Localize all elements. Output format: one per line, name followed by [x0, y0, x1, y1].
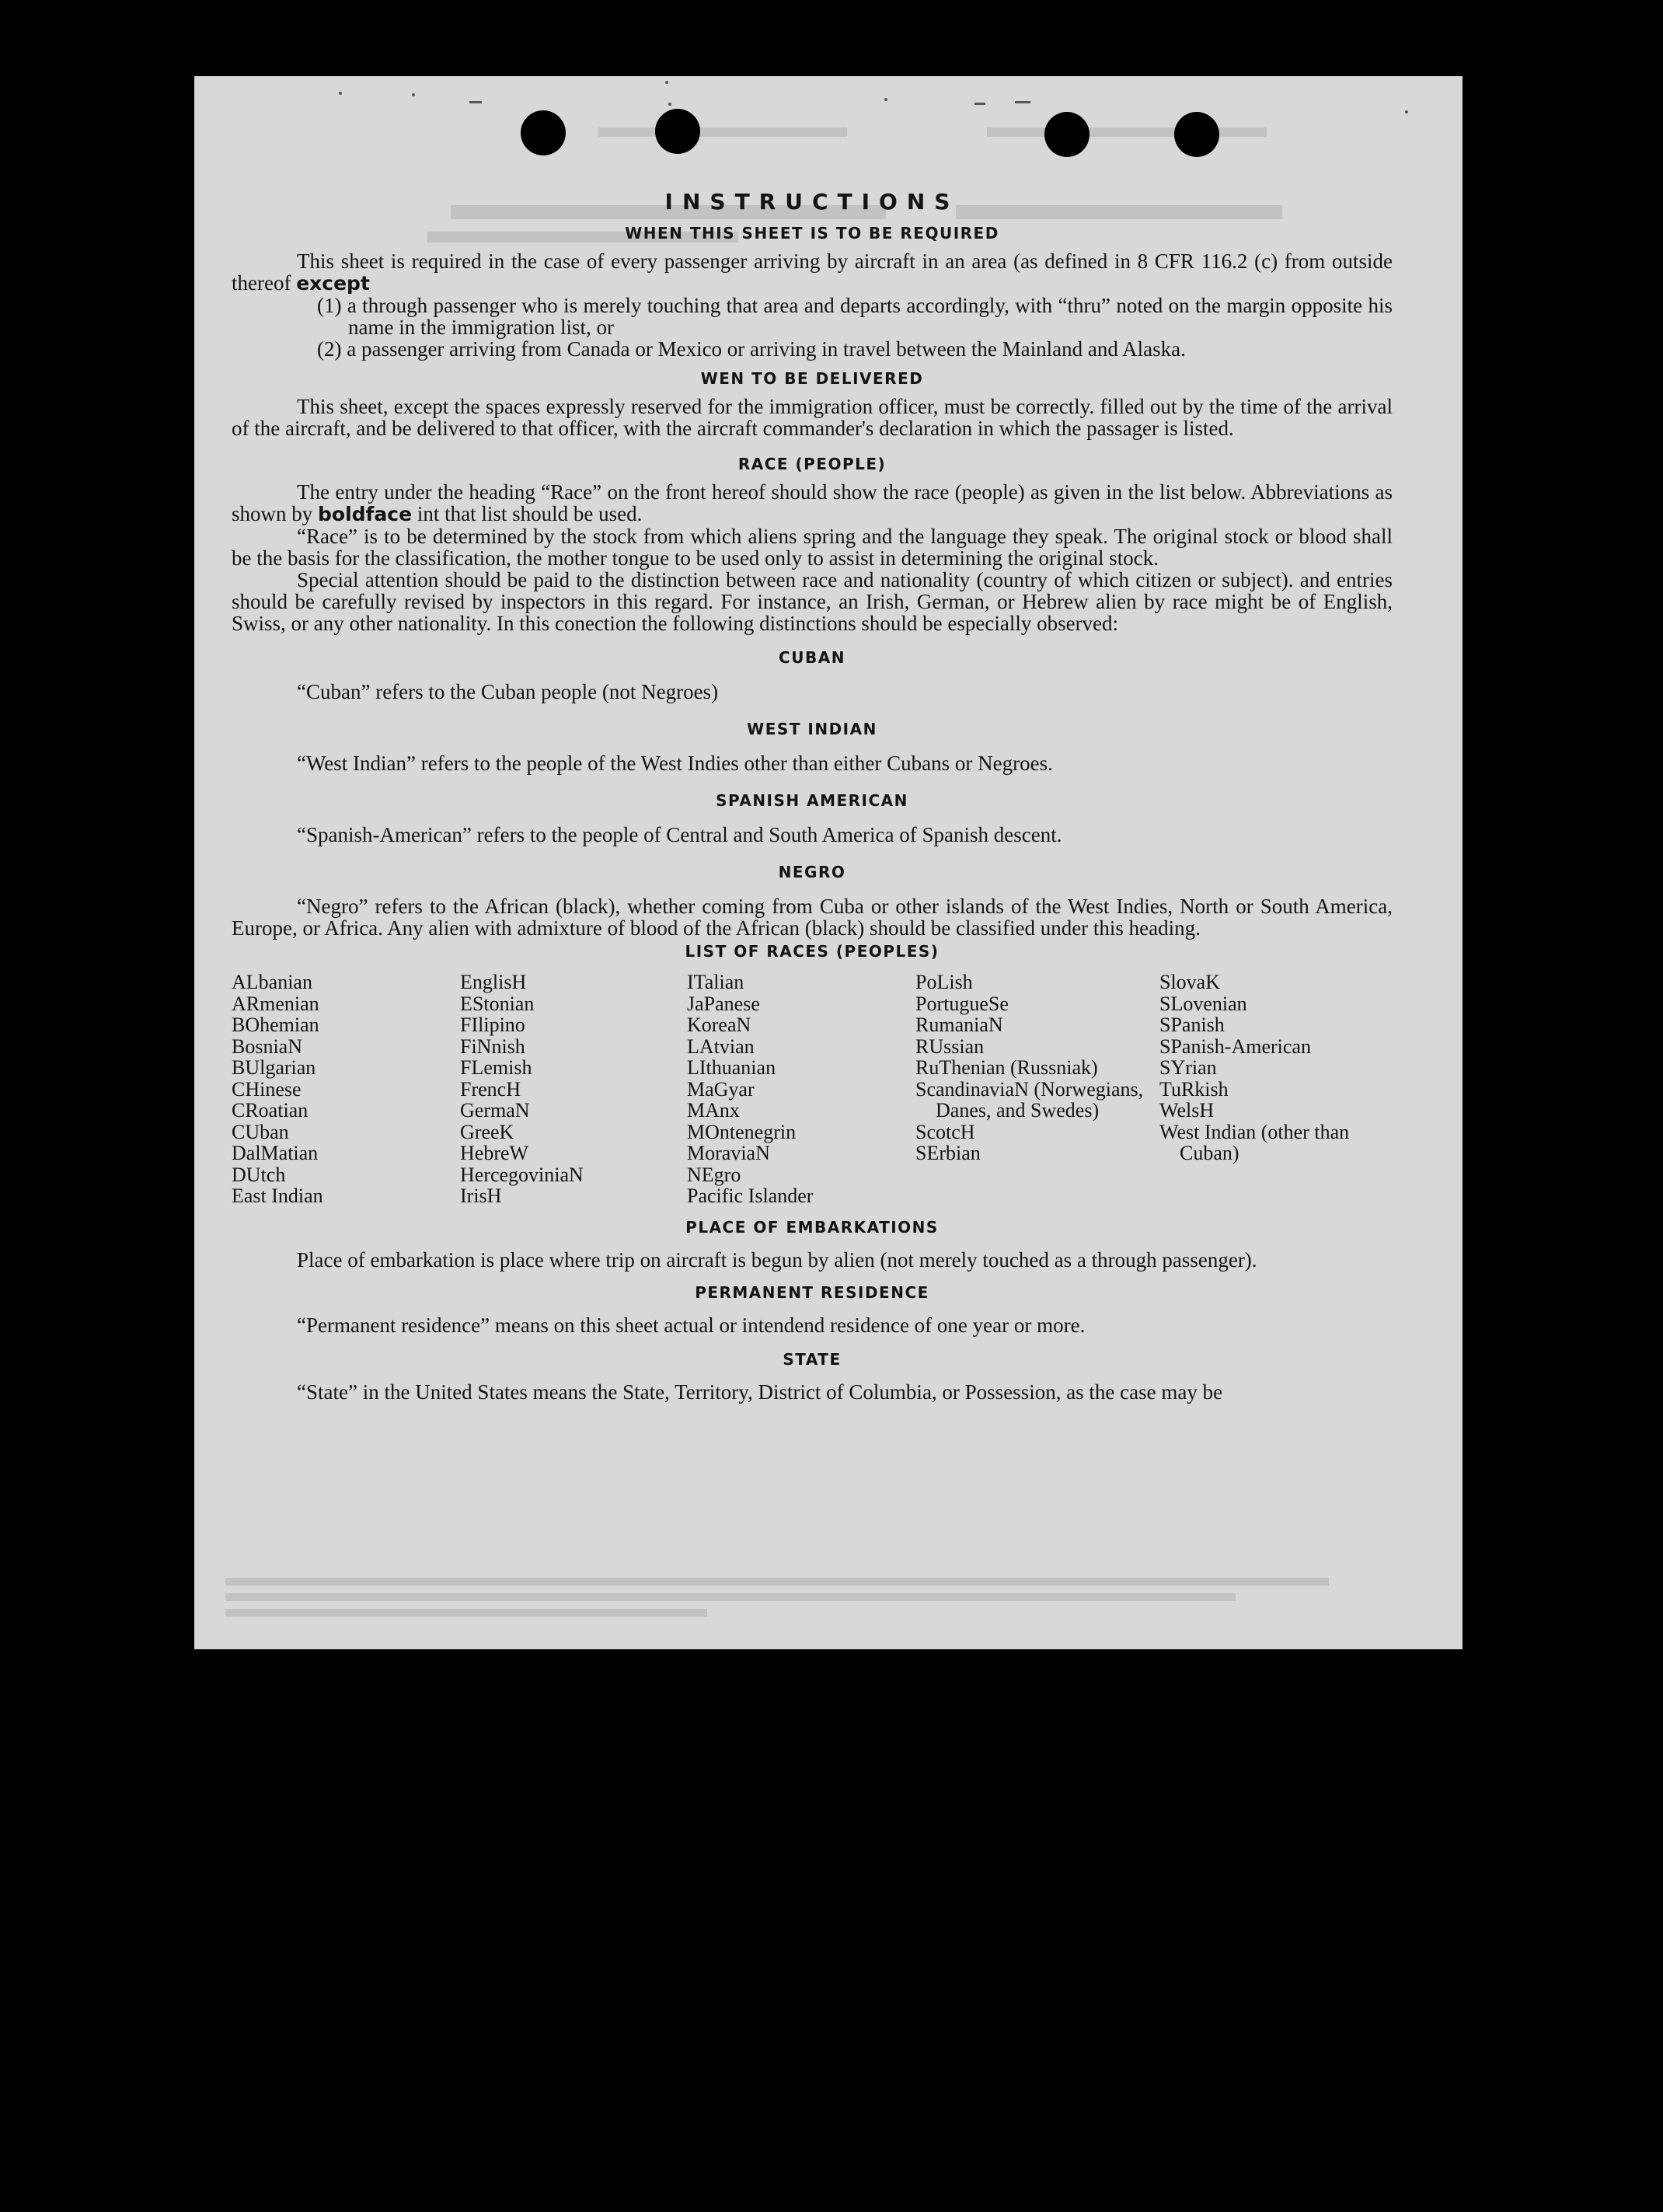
- race-item: CHinese: [232, 1077, 302, 1101]
- race-item: DalMatian: [232, 1142, 319, 1164]
- race-item: SlovaK: [1159, 971, 1220, 993]
- race-item: ARmenian: [232, 992, 319, 1015]
- race-item: BosniaN: [232, 1034, 302, 1058]
- race-item: KoreaN: [687, 1014, 751, 1036]
- race-item: DUtch: [232, 1163, 286, 1186]
- heading-spanish-american: SPANISH AMERICAN: [716, 791, 908, 810]
- race-item: RUssian: [915, 1034, 985, 1058]
- race-item: Pacific Islander: [687, 1185, 814, 1207]
- heading-when-required: WHEN THIS SHEET IS TO BE REQUIRED: [625, 224, 999, 242]
- races-list: [232, 972, 1393, 1207]
- race-item: SErbian: [915, 1142, 981, 1164]
- race-item: LAtvian: [687, 1034, 755, 1058]
- race-item: MOntenegrin: [687, 1120, 797, 1143]
- heading-race: RACE (PEOPLE): [737, 455, 887, 473]
- heading-embarkation: PLACE OF EMBARKATIONS: [685, 1217, 939, 1237]
- race-item: HercegoviniaN: [460, 1163, 584, 1186]
- race-item: EnglisH: [460, 971, 527, 993]
- race-item: FrencH: [460, 1077, 521, 1101]
- punch-hole-3: [1044, 112, 1089, 157]
- heading-permanent-residence: PERMANENT RESIDENCE: [695, 1282, 929, 1302]
- race-item: SYrian: [1159, 1056, 1217, 1079]
- race-item: RuThenian (Russniak): [915, 1056, 1098, 1079]
- race-item: PoLish: [915, 971, 973, 993]
- paragraph-west-indian: “West Indian” refers to the people of the West Indies other than either Cubans or Negroes.: [297, 752, 1053, 775]
- race-item: GreeK: [460, 1120, 514, 1143]
- heading-west-indian: WEST INDIAN: [747, 720, 877, 738]
- race-item: West Indian (other than Cuban): [1159, 1120, 1350, 1164]
- paragraph-permanent-residence: “Permanent residence” means on this sheet actual or intendend residence of one year or more.: [297, 1313, 1086, 1337]
- race-item: RumaniaN: [915, 1014, 1003, 1036]
- race-item: SPanish-American: [1159, 1034, 1311, 1058]
- race-item: BUlgarian: [232, 1056, 316, 1079]
- race-item: JaPanese: [687, 992, 760, 1015]
- exception-item-1: (1) a through passenger who is merely touching that area and departs accordingly, with “thru” noted on the margin opposite his name in the immigration list, or: [317, 294, 1393, 339]
- race-item: HebreW: [460, 1142, 529, 1164]
- race-item: TuRkish: [1159, 1077, 1229, 1101]
- race-item: FIlipino: [460, 1014, 525, 1036]
- race-item: LIthuanian: [687, 1056, 776, 1079]
- instructions-text: [232, 189, 1393, 1403]
- paragraph-race-1: [232, 481, 1393, 525]
- race-item: WelsH: [1159, 1099, 1215, 1122]
- paragraph-embarkation: Place of embarkation is place where trip on aircraft is begun by alien (not merely touched as a through passenger).: [297, 1247, 1257, 1272]
- race-item: EStonian: [460, 992, 535, 1015]
- races-column-4: [915, 972, 1159, 1207]
- races-column-2: [460, 972, 687, 1207]
- race-item: East Indian: [232, 1185, 323, 1207]
- race-item: ALbanian: [232, 971, 312, 993]
- paragraph-cuban: “Cuban” refers to the Cuban people (not Negroes): [297, 680, 719, 703]
- heading-negro: NEGRO: [778, 863, 846, 881]
- heading-when-delivered: WEN TO BE DELIVERED: [700, 369, 924, 388]
- heading-state: STATE: [783, 1349, 842, 1369]
- paragraph-text: The entry under the heading “Race” on the front hereof should show the race (people) as given in the list below. Abbreviations as shown by: [232, 480, 1393, 525]
- race-item: PortugueSe: [915, 992, 1009, 1015]
- race-item: ScandinaviaN (Norwegians, Danes, and Swedes): [915, 1077, 1144, 1122]
- races-column-3: [687, 972, 915, 1207]
- punch-hole-2: [655, 109, 700, 154]
- races-column-1: [232, 972, 460, 1207]
- races-column-5: [1159, 972, 1393, 1207]
- bold-word: except: [296, 272, 370, 295]
- document-page: [194, 76, 1463, 1649]
- bold-word: boldface: [318, 503, 413, 525]
- paragraph-race-3: Special attention should be paid to the distinction between race and nationality (country of which citizen or subject). and entries should be carefully revised by inspectors in this regard. For instance, an Irish, German, or Hebrew alien by race might be of English, Swiss, or any other nationality. In this conection the following distinctions should be especially observed:: [232, 568, 1393, 635]
- paragraph-text: This sheet is required in the case of every passenger arriving by aircraft in an area (as defined in 8 CFR 116.2 (c) from outside thereof: [232, 249, 1393, 295]
- race-item: SPanish: [1159, 1014, 1225, 1036]
- exception-item-2: (2) a passenger arriving from Canada or Mexico or arriving in travel between the Mainland and Alaska.: [317, 337, 1186, 361]
- race-item: ScotcH: [915, 1120, 975, 1143]
- race-item: BOhemian: [232, 1014, 319, 1036]
- punch-hole-4: [1174, 112, 1219, 157]
- race-item: GermaN: [460, 1099, 530, 1122]
- race-item: SLovenian: [1159, 992, 1247, 1015]
- heading-list-of-races: LIST OF RACES (PEOPLES): [685, 942, 940, 961]
- paragraph-text: int that list should be used.: [417, 502, 643, 525]
- punch-hole-1: [521, 110, 566, 155]
- paragraph-spanish-american: “Spanish-American” refers to the people of Central and South America of Spanish descent.: [297, 823, 1062, 846]
- paragraph-state: “State” in the United States means the State, Territory, District of Columbia, or Possession, as the case may be: [297, 1380, 1223, 1404]
- paragraph-when-required: [232, 250, 1393, 295]
- heading-cuban: CUBAN: [779, 648, 845, 667]
- race-item: IrisH: [460, 1185, 502, 1207]
- race-item: MoraviaN: [687, 1142, 770, 1164]
- race-item: CRoatian: [232, 1099, 309, 1122]
- race-item: FLemish: [460, 1056, 532, 1079]
- race-item: MAnx: [687, 1099, 740, 1122]
- paragraph-negro: “Negro” refers to the African (black), whether coming from Cuba or other islands of the West Indies, North or South America, Europe, or Africa. Any alien with admixture of blood of the African (black) should be classified under this heading.: [232, 895, 1393, 940]
- paragraph-when-delivered: This sheet, except the spaces expressly reserved for the immigration officer, must be correctly. filled out by the time of the arrival of the aircraft, and be delivered to that officer, with the aircraft commander's declaration in which the passager is listed.: [232, 395, 1393, 440]
- paragraph-race-2: “Race” is to be determined by the stock from which aliens spring and the language they speak. The original stock or blood shall be the basis for the classification, the mother tongue to be used only to assist in determining the original stock.: [232, 525, 1393, 570]
- race-item: ITalian: [687, 971, 744, 993]
- page-title: INSTRUCTIONS: [664, 189, 960, 215]
- race-item: CUban: [232, 1120, 289, 1143]
- race-item: FiNnish: [460, 1034, 525, 1058]
- race-item: MaGyar: [687, 1077, 755, 1101]
- race-item: NEgro: [687, 1163, 741, 1186]
